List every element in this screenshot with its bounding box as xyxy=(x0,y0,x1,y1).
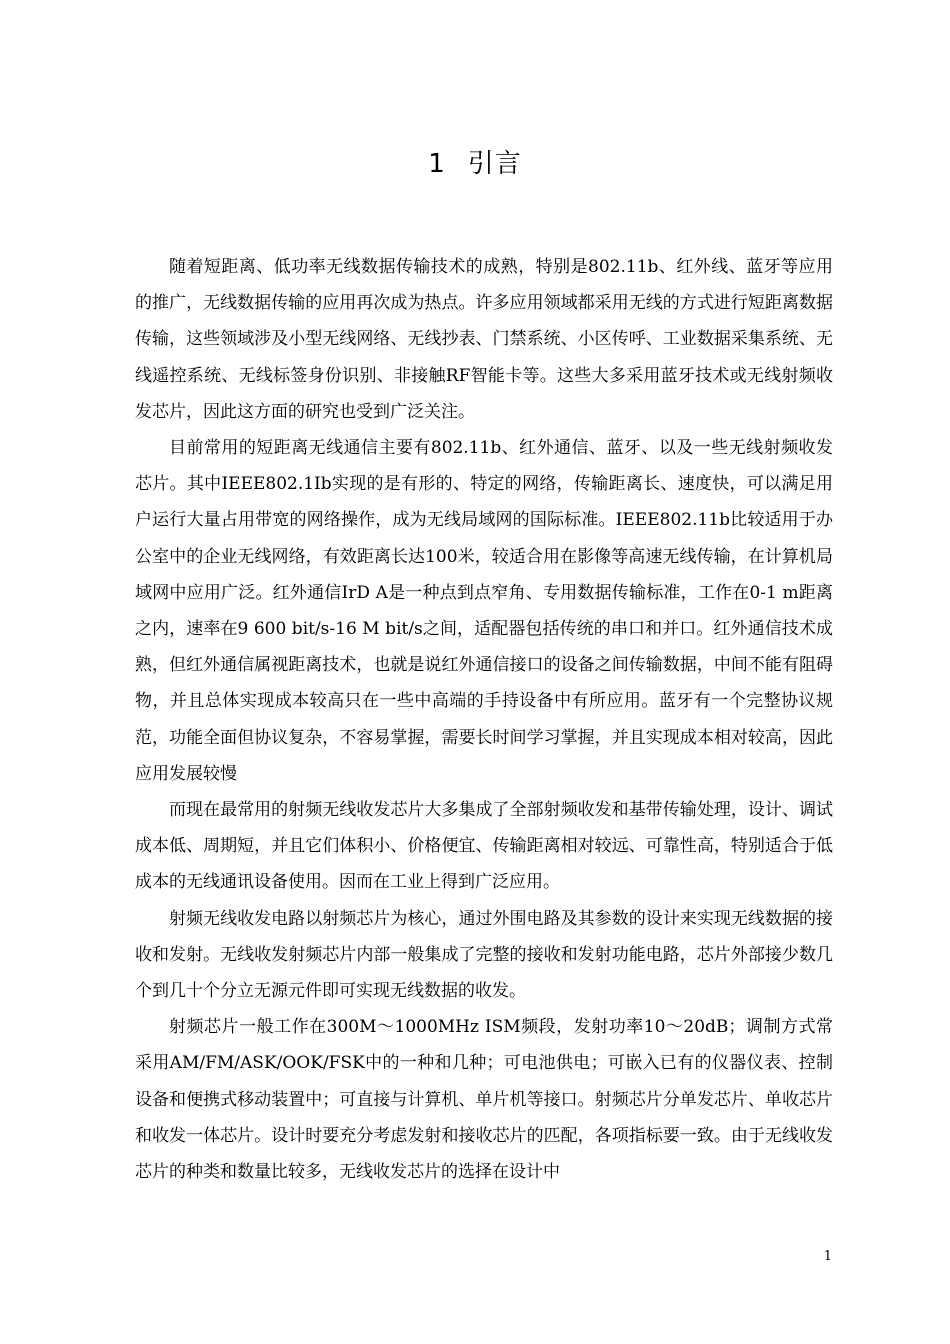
paragraph-4: 射频无线收发电路以射频芯片为核心，通过外围电路及其参数的设计来实现无线数据的接收和发射。无线收发射频芯片内部一般集成了完整的接收和发射功能电路，芯片外部接少数几个到几十个分立无源元件即可实现无线数据的收发。 xyxy=(135,908,833,1002)
page-number: 1 xyxy=(823,1249,832,1264)
body-text xyxy=(135,249,833,1190)
paragraph-1: 随着短距离、低功率无线数据传输技术的成熟，特别是802.11b、红外线、蓝牙等应用的推广，无线数据传输的应用再次成为热点。许多应用领域都采用无线的方式进行短距离数据传输，这些领域涉及小型无线网络、无线抄表、门禁系统、小区传呼、工业数据采集系统、无线遥控系统、无线标签身份识别、非接触RF智能卡等。这些大多采用蓝牙技术或无线射频收发芯片，因此这方面的研究也受到广泛关注。 xyxy=(135,257,833,422)
paragraph-2: 目前常用的短距离无线通信主要有802.11b、红外通信、蓝牙、以及一些无线射频收发芯片。其中IEEE802.1Ib实现的是有形的、特定的网络，传输距离长、速度快，可以满足用户运行大量占用带宽的网络操作，成为无线局域网的国际标准。IEEE802.11b比较适用于办公室中的企业无线网络，有效距离长达100米，较适合用在影像等高速无线传输，在计算机局域网中应用广泛。红外通信IrD A是一种点到点窄角、专用数据传输标准，工作在0-1 m距离之内，速率在9 600 bit/s-16 M bit/s之间，适配器包括传统的串口和并口。红外通信技术成熟，但红外通信属视距离技术，也就是说红外通信接口的设备之间传输数据，中间不能有阻碍物，并且总体实现成本较高只在一些中高端的手持设备中有所应用。蓝牙有一个完整协议规范，功能全面但协议复杂，不容易掌握，需要长时间学习掌握，并且实现成本相对较高，因此应用发展较慢 xyxy=(135,438,833,784)
chapter-heading xyxy=(0,144,950,184)
chapter-title: 引言 xyxy=(467,149,522,179)
paragraph-5: 射频芯片一般工作在300M～1000MHz ISM频段，发射功率10～20dB；调制方式常采用AM/FM/ASK/OOK/FSK中的一种和几种；可电池供电；可嵌入已有的仪器仪表、控制设备和便携式移动装置中；可直接与计算机、单片机等接口。射频芯片分单发芯片、单收芯片和收发一体芯片。设计时要充分考虑发射和接收芯片的匹配，各项指标要一致。由于无线收发芯片的种类和数量比较多，无线收发芯片的选择在设计中 xyxy=(135,1017,833,1183)
chapter-number: 1 xyxy=(428,149,446,179)
paragraph-3: 而现在最常用的射频无线收发芯片大多集成了全部射频收发和基带传输处理，设计、调试成本低、周期短，并且它们体积小、价格便宜、传输距离相对较远、可靠性高，特别适合于低成本的无线通讯设备使用。因而在工业上得到广泛应用。 xyxy=(135,800,833,893)
